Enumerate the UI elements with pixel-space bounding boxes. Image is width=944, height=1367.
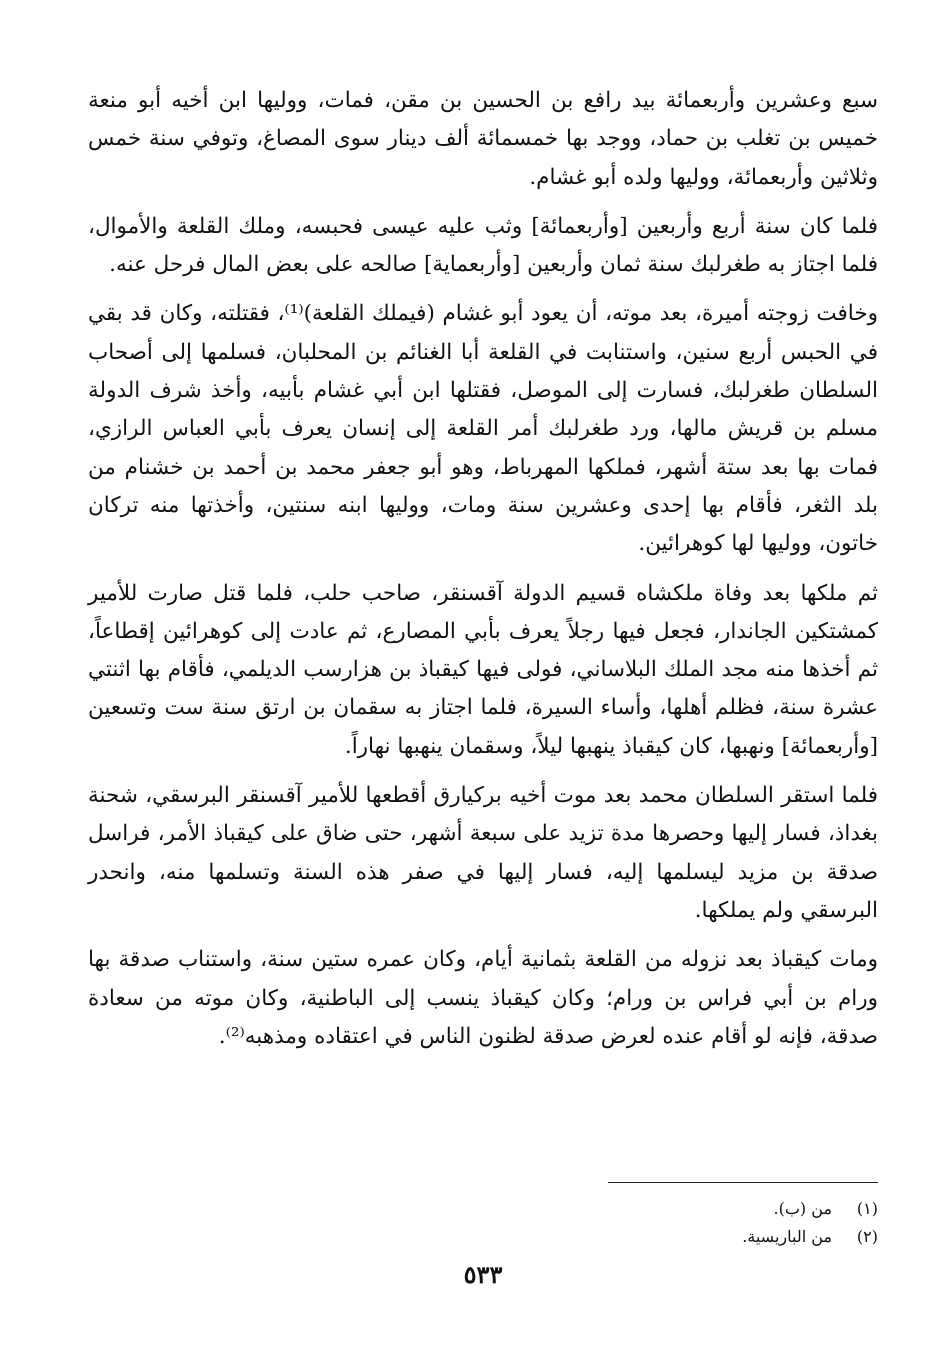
page-number: ٥٣٣ [463,1260,503,1289]
footnote-divider [608,1182,878,1183]
paragraph-1: سبع وعشرين وأربعمائة بيد رافع بن الحسين بن مقن، فمات، ووليها ابن أخيه أبو منعة خميس بن تغلب بن حماد، ووجد بها خمسمائة ألف دينار سوى المصاغ، وتوفي سنة خمس وثلاثين وأربعمائة، ووليها ولده أبو غشام. [88,88,878,190]
footnotes [88,1182,878,1251]
paragraph-2: فلما كان سنة أربع وأربعين [وأربعمائة] وثب عليه عيسى فحبسه، وملك القلعة والأموال، فلما اجتاز به طغرلبك سنة ثمان وأربعين [وأربعماية] صالحه على بعض المال فرحل عنه. [88,213,878,278]
paragraph-6: ومات كيقباذ بعد نزوله من القلعة بثمانية أيام، وكان عمره ستين سنة، واستناب صدقة بها ورام بن أبي فراس بن ورام؛ وكان كيقباذ ينسب إلى الباطنية، وكان موته من سعادة صدقة، فإنه لو أقام عنده لعرض صدقة لظنون الناس في اعتقاده ومذهبه⁽²⁾. [88,947,878,1049]
paragraph-4: ثم ملكها بعد وفاة ملكشاه قسيم الدولة آقسنقر، صاحب حلب، فلما قتل صارت للأمير كمشتكين الجاندار، فجعل فيها رجلاً يعرف بأبي المصارع، ثم عادت إلى كوهرائين إقطاعاً، ثم أخذها منه مجد الملك البلاساني، فولى فيها كيقباذ بن هزارسب الديلمي، فأقام بها اثنتي عشرة سنة، فظلم أهلها، وأساء السيرة، فلما اجتاز به سقمان بن ارتق سنة ست وتسعين [وأربعمائة] ونهبها، كان كيقباذ ينهبها ليلاً، وسقمان ينهبها نهاراً. [88,580,878,759]
footnote-text: من (ب). [773,1199,832,1218]
book-page [88,74,878,1344]
footnote-number: (٢) [856,1227,878,1246]
footnote-text: من الباريسية. [742,1227,832,1246]
footnote-2 [88,1223,878,1251]
footnote-1 [88,1195,878,1223]
footnote-number: (١) [856,1199,878,1218]
paragraph-5: فلما استقر السلطان محمد بعد موت أخيه بركيارق أقطعها للأمير آقسنقر البرسقي، شحنة بغداذ، فسار إليها وحصرها مدة تزيد على سبعة أشهر، حتى ضاق على كيقباذ الأمر، فراسل صدقة بن مزيد ليسلمها إليه، فسار إليها في صفر هذه السنة وتسلمها منه، وانحدر البرسقي ولم يملكها. [88,783,878,923]
paragraph-3: وخافت زوجته أميرة، بعد موته، أن يعود أبو غشام (فيملك القلعة)⁽¹⁾، فقتلته، وكان قد بقي في الحبس أربع سنين، واستنابت في القلعة أبا الغنائم بن المحلبان، فسلمها إلى أصحاب السلطان طغرلبك، فسارت إلى الموصل، فقتلها ابن أبي غشام بأبيه، وأخذ شرف الدولة مسلم بن قريش مالها، ورد طغرلبك أمر القلعة إلى إنسان يعرف بأبي العباس الرازي، فمات بها بعد ستة أشهر، فملكها المهرباط، وهو أبو جعفر محمد بن أحمد بن خشنام من بلد الثغر، فأقام بها إحدى وعشرين سنة ومات، ووليها ابنه سنتين، وأخذتها منه تركان خاتون، ووليها لها كوهرائين. [88,301,878,557]
